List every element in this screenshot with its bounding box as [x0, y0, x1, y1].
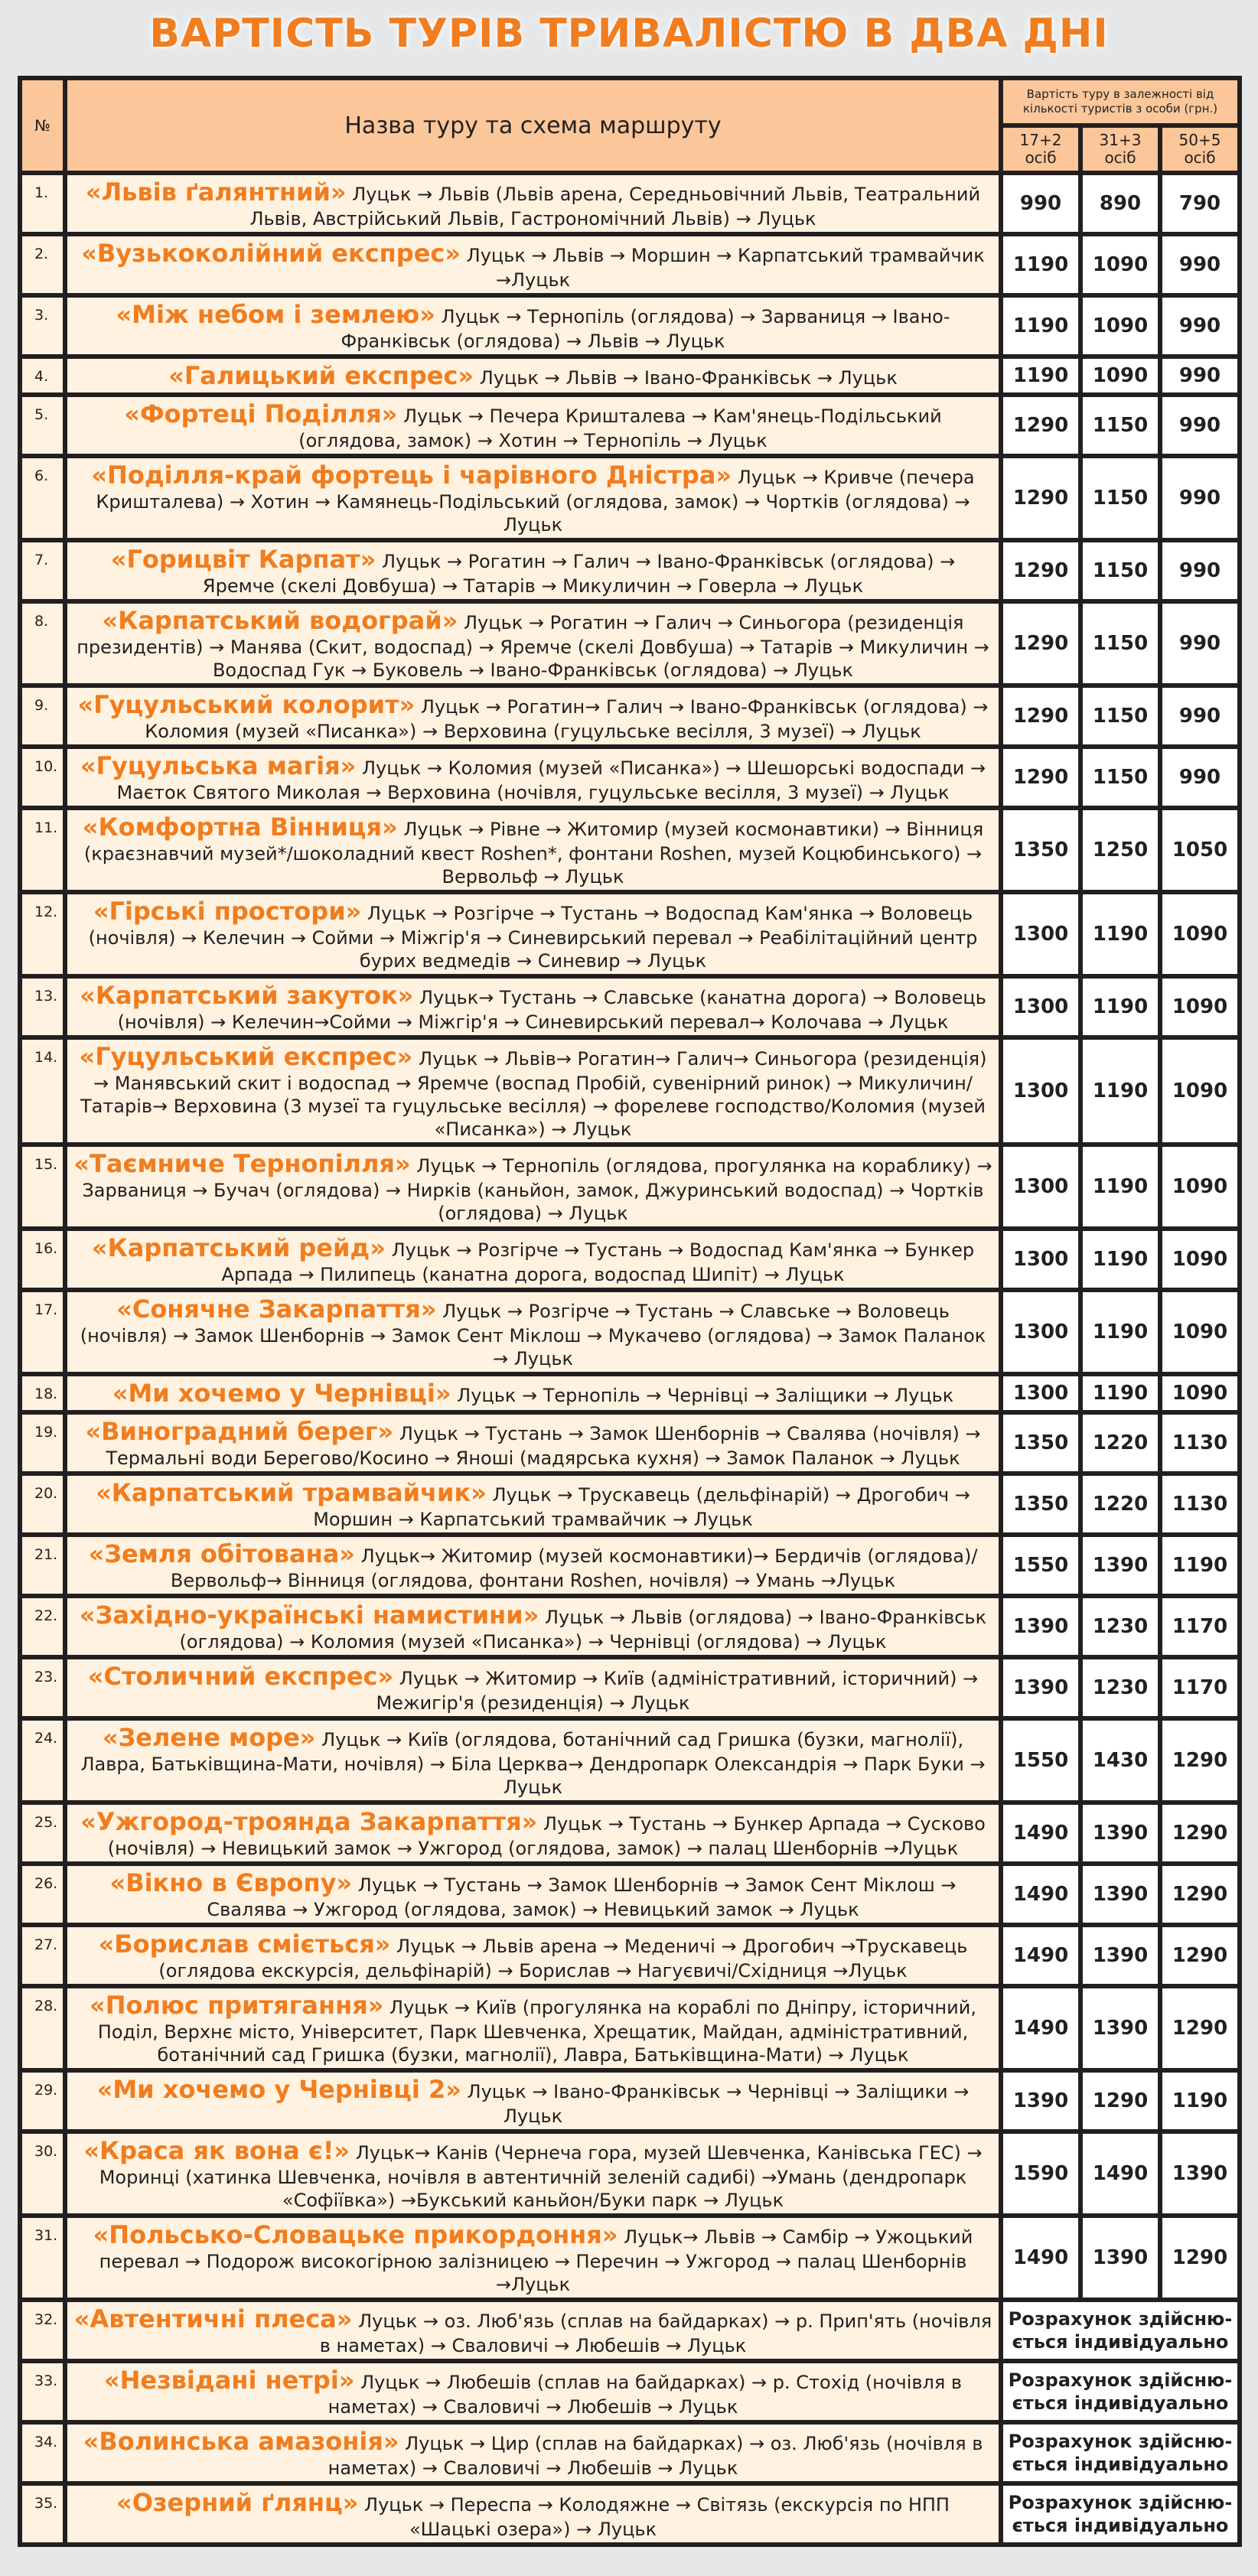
tour-title: «Гуцульський колорит» [77, 690, 416, 719]
price-cell: 1300 [1003, 979, 1078, 1035]
table-row [22, 1040, 1237, 1142]
row-number: 27. [22, 1927, 63, 1984]
tour-title: «Львів ґалянтний» [85, 177, 347, 207]
price-cell: 1350 [1003, 1476, 1078, 1532]
tour-cell [67, 1598, 999, 1655]
price-cell: 1220 [1083, 1415, 1158, 1471]
price-cell: 990 [1162, 604, 1237, 683]
price-cell: 1290 [1162, 1988, 1237, 2068]
tour-title: «Польсько-Словацьке прикордоння» [93, 2220, 618, 2249]
price-cell: 1090 [1083, 298, 1158, 354]
table-row [22, 1292, 1237, 1372]
tour-route: Луцьк→ Львів → Самбір → Ужоцький перевал → Подорож високогірною залізницею → Перечин → Ужгород → палац Шенборнів →Луцьк [99, 2226, 973, 2295]
price-cell: 1190 [1003, 298, 1078, 354]
table-row [22, 2486, 1237, 2542]
price-cell: 890 [1083, 175, 1158, 232]
table-row [22, 2363, 1237, 2420]
price-cell: 790 [1162, 175, 1237, 232]
price-cell: 1190 [1083, 1292, 1158, 1372]
table-row [22, 810, 1237, 890]
price-cell: 990 [1003, 175, 1078, 232]
table-row [22, 1866, 1237, 1923]
tour-cell [67, 894, 999, 974]
tour-cell [67, 397, 999, 454]
price-cell: 1490 [1003, 1988, 1078, 2068]
table-row [22, 749, 1237, 806]
price-cell: 1490 [1003, 1805, 1078, 1861]
price-cell: 1090 [1162, 1040, 1237, 1142]
price-cell: 1190 [1083, 1231, 1158, 1288]
tour-title: «Автентичні плеса» [73, 2304, 353, 2333]
page-title: ВАРТІСТЬ ТУРІВ ТРИВАЛІСТЮ В ДВА ДНІ [149, 11, 1109, 57]
price-cell: 990 [1162, 688, 1237, 744]
price-cell: 1190 [1083, 1147, 1158, 1226]
price-cell: 990 [1162, 542, 1237, 599]
price-cell: 1390 [1083, 1537, 1158, 1594]
table-row [22, 175, 1237, 232]
price-cell: 1290 [1162, 2218, 1237, 2298]
table-row [22, 298, 1237, 354]
tour-route: Луцьк → Коломия (музей «Писанка») → Шешорські водоспади → Маєток Святого Миколая → Верховина (ночівля, гуцульське весілля, 3 музеї) → Луцьк [116, 757, 986, 803]
price-cell: 1090 [1162, 894, 1237, 974]
price-cell: 1230 [1083, 1598, 1158, 1655]
tour-cell [67, 458, 999, 538]
table-row [22, 542, 1237, 599]
table-row [22, 604, 1237, 683]
individual-price-note: Розрахунок здійсню-ється індивідуально [1003, 2425, 1237, 2481]
tour-cell [67, 2486, 999, 2542]
tour-route: Луцьк → Любешів (сплав на байдарках) → р. Стохід (ночівля в наметах) → Сваловичі → Любешів → Луцьк [328, 2372, 963, 2418]
price-cell: 990 [1162, 236, 1237, 293]
table-row [22, 236, 1237, 293]
row-number: 34. [22, 2425, 63, 2481]
row-number: 15. [22, 1147, 63, 1226]
tour-route: Луцьк → Кривче (печера Кришталева) → Хотин → Камянець-Подільський (оглядова, замок) → Чортків (оглядова) → Луцьк [96, 467, 975, 536]
tour-title: «Гірські простори» [93, 897, 362, 926]
price-cell: 1290 [1083, 2073, 1158, 2129]
table-row [22, 2218, 1237, 2298]
header-num: № [22, 80, 63, 171]
tour-cell [67, 175, 999, 232]
individual-price-note: Розрахунок здійсню-ється індивідуально [1003, 2302, 1237, 2359]
tour-cell [67, 2363, 999, 2420]
price-cell: 1390 [1083, 1866, 1158, 1923]
tour-title: «Карпатський рейд» [91, 1233, 386, 1262]
table-row [22, 1659, 1237, 1716]
individual-price-note: Розрахунок здійсню-ється індивідуально [1003, 2486, 1237, 2542]
price-cell: 1090 [1162, 1231, 1237, 1288]
price-cell: 1490 [1003, 1927, 1078, 1984]
table-row [22, 1805, 1237, 1861]
row-number: 16. [22, 1231, 63, 1288]
price-cell: 1150 [1083, 542, 1158, 599]
price-cell: 1150 [1083, 397, 1158, 454]
table-row [22, 1927, 1237, 1984]
price-cell: 1300 [1003, 1231, 1078, 1288]
price-cell: 1550 [1003, 1537, 1078, 1594]
tour-title: «Сонячне Закарпаття» [116, 1295, 437, 1324]
table-row [22, 2073, 1237, 2129]
price-cell: 990 [1162, 359, 1237, 392]
price-cell: 1170 [1162, 1659, 1237, 1716]
tour-route: Луцьк → Рогатин → Галич → Івано-Франківськ (оглядова) → Яремче (скелі Довбуша) → Татарів → Микуличин → Говерла → Луцьк [202, 551, 956, 597]
tour-cell [67, 604, 999, 683]
individual-price-note: Розрахунок здійсню-ється індивідуально [1003, 2363, 1237, 2420]
table-row [22, 2425, 1237, 2481]
price-cell: 990 [1162, 298, 1237, 354]
row-number: 33. [22, 2363, 63, 2420]
price-cell: 1490 [1003, 1866, 1078, 1923]
tour-route: Луцьк → Львів → Івано-Франківськ → Луцьк [479, 367, 898, 389]
row-number: 1. [22, 175, 63, 232]
price-cell: 1350 [1003, 810, 1078, 890]
tour-title: «Зелене море» [102, 1723, 316, 1752]
price-cell: 1170 [1162, 1598, 1237, 1655]
tour-route: Луцьк → Рогатин→ Галич → Івано-Франківськ (оглядова) → Коломия (музей «Писанка») → Верховина (гуцульське весілля, 3 музеї) → Луцьк [145, 696, 989, 742]
tour-title: «Комфортна Вінниця» [82, 813, 398, 842]
tour-cell [67, 2302, 999, 2359]
price-cell: 1290 [1003, 688, 1078, 744]
price-cell: 1290 [1003, 397, 1078, 454]
table-row [22, 1721, 1237, 1800]
row-number: 5. [22, 397, 63, 454]
table-row [22, 1231, 1237, 1288]
tour-route: Луцьк → Тустань → Замок Шенборнів → Свалява (ночівля) → Термальні води Берегово/Косино → Яноші (мадярська кухня) → Замок Паланок → Луцьк [106, 1423, 981, 1469]
tour-cell [67, 1292, 999, 1372]
row-number: 18. [22, 1376, 63, 1410]
table-row [22, 1415, 1237, 1471]
row-number: 30. [22, 2134, 63, 2213]
table-row [22, 397, 1237, 454]
row-number: 2. [22, 236, 63, 293]
price-table [18, 76, 1242, 2547]
price-cell: 1190 [1003, 359, 1078, 392]
tour-cell [67, 1866, 999, 1923]
price-cell: 1150 [1083, 604, 1158, 683]
tour-title: «Гуцульська магія» [80, 751, 357, 780]
tour-title: «Столичний експрес» [87, 1662, 394, 1691]
tour-title: «Краса як вона є!» [83, 2136, 350, 2165]
tour-title: «Поділля-край фортець і чарівного Дністра» [91, 461, 732, 490]
price-cell: 1300 [1003, 1147, 1078, 1226]
tour-cell [67, 1721, 999, 1800]
tour-title: «Волинська амазонія» [83, 2427, 399, 2456]
tour-route: Луцьк→ Тустань → Славське (канатна дорога) → Воловець (ночівля) → Келечин→Сойми → Міжгір'я → Синевирський перевал→ Колочава → Луцьк [117, 987, 986, 1033]
header-col-50: 50+5 осіб [1162, 128, 1237, 171]
price-cell: 1130 [1162, 1476, 1237, 1532]
tour-route: Луцьк→ Житомир (музей космонавтики)→ Бердичів (оглядова)/ Вервольф→ Вінниця (оглядова, фонтани Roshen, ночівля) → Умань →Луцьк [170, 1545, 978, 1591]
header-col-17: 17+2 осіб [1003, 128, 1078, 171]
tour-cell [67, 1376, 999, 1410]
price-cell: 1190 [1162, 2073, 1237, 2129]
row-number: 35. [22, 2486, 63, 2542]
tour-title: «Фортеці Поділля» [124, 399, 398, 428]
table-row [22, 1476, 1237, 1532]
tour-cell [67, 1988, 999, 2068]
tour-route: Луцьк → Розгірче → Тустань → Славське → Воловець (ночівля) → Замок Шенборнів → Замок Сент Міклош → Мукачево (оглядова) → Замок Паланок → Луцьк [80, 1301, 986, 1369]
row-number: 6. [22, 458, 63, 538]
price-cell: 1290 [1162, 1721, 1237, 1800]
price-cell: 1090 [1162, 1376, 1237, 1410]
price-cell: 1390 [1003, 2073, 1078, 2129]
tour-cell [67, 1231, 999, 1288]
price-cell: 1300 [1003, 1040, 1078, 1142]
tour-cell [67, 749, 999, 806]
tour-title: «Борислав сміється» [98, 1930, 391, 1959]
price-cell: 1250 [1083, 810, 1158, 890]
price-cell: 1390 [1003, 1598, 1078, 1655]
price-cell: 1290 [1003, 749, 1078, 806]
tour-cell [67, 359, 999, 392]
row-number: 4. [22, 359, 63, 392]
price-cell: 1190 [1083, 1040, 1158, 1142]
tour-cell [67, 1415, 999, 1471]
tour-title: «Полюс притягання» [90, 1991, 384, 2020]
tour-title: «Ми хочемо у Чернівці 2» [96, 2075, 461, 2104]
tour-route: Луцьк → Львів арена → Меденичі → Дрогобич →Трускавець (оглядова екскурсія, дельфінарій) → Борислав → Нагуєвичі/Східниця →Луцьк [158, 1936, 968, 1982]
tour-route: Луцьк→ Канів (Чернеча гора, музей Шевченка, Канівська ГЕС) → Моринці (хатинка Шевченка, ночівля в автентичній зеленій садибі) →Умань (дендропарк «Софіївка») →Букський каньйон/Буки парк → Луцьк [99, 2142, 983, 2211]
price-cell: 1290 [1162, 1805, 1237, 1861]
tour-cell [67, 2073, 999, 2129]
header-price-group: Вартість туру в залежності від кількості туристів з особи (грн.) [1003, 80, 1237, 123]
tour-route: Луцьк → Львів (оглядова) → Івано-Франківськ (оглядова) → Коломия (музей «Писанка») → Чернівці (оглядова) → Луцьк [179, 1607, 987, 1653]
tour-route: Луцьк → Житомир → Київ (адміністративний, історичний) → Межигір'я (резиденція) → Луцьк [376, 1668, 979, 1714]
tour-cell [67, 542, 999, 599]
price-cell: 1550 [1003, 1721, 1078, 1800]
price-cell: 1590 [1003, 2134, 1078, 2213]
price-cell: 1190 [1083, 894, 1158, 974]
price-cell: 1300 [1003, 1292, 1078, 1372]
price-cell: 1130 [1162, 1415, 1237, 1471]
table-row [22, 458, 1237, 538]
tour-cell [67, 979, 999, 1035]
tour-route: Луцьк → Цир (сплав на байдарках) → оз. Люб'язь (ночівля в наметах) → Сваловичі → Любешів → Луцьк [328, 2433, 983, 2479]
row-number: 29. [22, 2073, 63, 2129]
header-col-31: 31+3 осіб [1083, 128, 1158, 171]
price-cell: 1390 [1003, 1659, 1078, 1716]
tour-title: «Західно-українські намистини» [79, 1601, 539, 1630]
tour-cell [67, 1040, 999, 1142]
row-number: 8. [22, 604, 63, 683]
row-number: 10. [22, 749, 63, 806]
price-cell: 1150 [1083, 458, 1158, 538]
price-cell: 1290 [1162, 1866, 1237, 1923]
tour-title: «Гуцульський експрес» [79, 1042, 413, 1071]
row-number: 11. [22, 810, 63, 890]
tour-route: Луцьк → Трускавець (дельфінарій) → Дрогобич → Моршин → Карпатський трамвайчик → Луцьк [313, 1484, 970, 1530]
tour-cell [67, 1805, 999, 1861]
price-cell: 1490 [1003, 2218, 1078, 2298]
tour-title: «Таємниче Тернопілля» [73, 1149, 411, 1178]
tour-cell [67, 2134, 999, 2213]
tour-route: Луцьк → Розгірче → Тустань → Водоспад Кам'янка → Бункер Арпада → Пилипець (канатна дорога, водоспад Шипіт) → Луцьк [221, 1239, 975, 1285]
tour-title: «Виноградний берег» [85, 1417, 394, 1446]
price-cell: 1050 [1162, 810, 1237, 890]
tour-title: «Ужгород-троянда Закарпаття» [80, 1807, 538, 1836]
price-cell: 1290 [1162, 1927, 1237, 1984]
tour-title: «Земля обітована» [88, 1539, 355, 1568]
tour-cell [67, 1927, 999, 1984]
price-cell: 1190 [1162, 1537, 1237, 1594]
price-cell: 1290 [1003, 604, 1078, 683]
price-cell: 1090 [1083, 359, 1158, 392]
tour-cell [67, 1147, 999, 1226]
tour-cell [67, 298, 999, 354]
row-number: 12. [22, 894, 63, 974]
tour-cell [67, 1659, 999, 1716]
tour-route: Луцьк → Розгірче → Тустань → Водоспад Кам'янка → Воловець (ночівля) → Келечин → Сойми → Міжгір'я → Синевирський перевал → Реабілітаційний центр бурих ведмедів → Синевир → Луцьк [88, 903, 978, 972]
row-number: 19. [22, 1415, 63, 1471]
tour-route: Луцьк → Тустань → Бункер Арпада → Сусково (ночівля) → Невицький замок → Ужгород (оглядова, замок) → палац Шенборнів →Луцьк [107, 1813, 986, 1859]
table-row [22, 1376, 1237, 1410]
price-cell: 1090 [1162, 1147, 1237, 1226]
price-cell: 1190 [1083, 979, 1158, 1035]
row-number: 17. [22, 1292, 63, 1372]
tour-route: Луцьк → Київ (прогулянка на кораблі по Дніпру, історичний, Поділ, Верхнє місто, Університет, Парк Шевченка, Хрещатик, Майдан, адміністративний, ботанічний сад Гришка (бузки, магнолії), Лавра, Батьківщина-Мати) → Луцьк [97, 1997, 976, 2066]
row-number: 24. [22, 1721, 63, 1800]
table-row [22, 2134, 1237, 2213]
price-cell: 1150 [1083, 749, 1158, 806]
tour-title: «Горицвіт Карпат» [110, 545, 376, 574]
row-number: 25. [22, 1805, 63, 1861]
tour-route: Луцьк → Печера Кришталева → Кам'янець-Подільський (оглядова, замок) → Хотин → Тернопіль → Луцьк [298, 405, 942, 451]
price-cell: 1190 [1003, 236, 1078, 293]
tour-title: «Галицький експрес» [168, 361, 474, 390]
price-cell: 1390 [1162, 2134, 1237, 2213]
table-body [22, 175, 1237, 2542]
tour-route: Луцьк → Тернопіль (оглядова) → Зарваниця → Івано-Франківськ (оглядова) → Львів → Луцьк [341, 306, 950, 352]
price-cell: 1430 [1083, 1721, 1158, 1800]
price-cell: 1150 [1083, 688, 1158, 744]
price-cell: 1390 [1083, 1927, 1158, 1984]
row-number: 26. [22, 1866, 63, 1923]
table-row [22, 1988, 1237, 2068]
price-cell: 1190 [1083, 1376, 1158, 1410]
tour-route: Луцьк → Львів→ Рогатин→ Галич→ Синьогора (резиденція) → Манявський скит і водоспад → Яремче (воспад Пробій, сувенірний ринок) → Микуличин/ Татарів→ Верховина (3 музеї та гуцульське весілля) → форелеве господство/Коломия (музей «Писанка») → Луцьк [80, 1048, 987, 1140]
tour-cell [67, 688, 999, 744]
row-number: 32. [22, 2302, 63, 2359]
tour-cell [67, 236, 999, 293]
row-number: 20. [22, 1476, 63, 1532]
table-row [22, 1147, 1237, 1226]
tour-title: «Озерний ґлянц» [116, 2488, 359, 2517]
row-number: 14. [22, 1040, 63, 1142]
tour-title: «Карпатський водограй» [102, 606, 458, 635]
tour-cell [67, 810, 999, 890]
tour-route: Луцьк → Львів (Львів арена, Середньовічний Львів, Театральний Львів, Австрійський Львів, Гастрономічний Львів) → Луцьк [249, 184, 981, 230]
price-cell: 1090 [1162, 979, 1237, 1035]
header-name: Назва туру та схема маршруту [67, 80, 999, 171]
price-cell: 1090 [1162, 1292, 1237, 1372]
price-cell: 1290 [1003, 542, 1078, 599]
tour-title: «Вікно в Європу» [109, 1868, 353, 1897]
price-cell: 1300 [1003, 1376, 1078, 1410]
tour-cell [67, 2425, 999, 2481]
row-number: 13. [22, 979, 63, 1035]
tour-title: «Між небом і землею» [116, 300, 435, 329]
price-cell: 1350 [1003, 1415, 1078, 1471]
row-number: 3. [22, 298, 63, 354]
table-header [22, 80, 1237, 171]
row-number: 31. [22, 2218, 63, 2298]
tour-route: Луцьк → Івано-Франківськ → Чернівці → Заліщики → Луцьк [467, 2081, 970, 2127]
tour-cell [67, 2218, 999, 2298]
price-cell: 1390 [1083, 2218, 1158, 2298]
price-cell: 990 [1162, 458, 1237, 538]
tour-title: «Незвідані нетрі» [103, 2366, 355, 2395]
price-cell: 1300 [1003, 894, 1078, 974]
tour-route: Луцьк → Рогатин → Галич → Синьогора (резиденція президентів) → Манява (Скит, водоспад) → Яремче (скелі Довбуша) → Татарів → Микуличин → Водоспад Гук → Буковель → Івано-Франківськ (оглядова) → Луцьк [77, 612, 989, 681]
tour-title: «Карпатський трамвайчик» [96, 1478, 487, 1507]
row-number: 22. [22, 1598, 63, 1655]
price-cell: 1090 [1083, 236, 1158, 293]
table-row [22, 1537, 1237, 1594]
table-row [22, 979, 1237, 1035]
tour-route: Луцьк → Переспа → Колодяжне → Світязь (екскурсія по НПП «Шацькі озера») → Луцьк [364, 2494, 950, 2540]
tour-cell [67, 1476, 999, 1532]
tour-route: Луцьк → Львів → Моршин → Карпатський трамвайчик →Луцьк [466, 245, 985, 291]
tour-title: «Карпатський закуток» [80, 981, 414, 1010]
price-cell: 990 [1162, 397, 1237, 454]
table-row [22, 688, 1237, 744]
tour-cell [67, 1537, 999, 1594]
price-cell: 1220 [1083, 1476, 1158, 1532]
row-number: 21. [22, 1537, 63, 1594]
price-cell: 1230 [1083, 1659, 1158, 1716]
tour-route: Луцьк → Київ (оглядова, ботанічний сад Гришка (бузки, магнолії), Лавра, Батьківщина-Мати, ночівля) → Біла Церква→ Дендропарк Олександрія → Парк Буки → Луцьк [80, 1729, 986, 1798]
tour-route: Луцьк → Тустань → Замок Шенборнів → Замок Сент Міклош → Свалява → Ужгород (оглядова, замок) → Невицький замок → Луцьк [207, 1874, 957, 1920]
price-cell: 1390 [1083, 1988, 1158, 2068]
price-cell: 1390 [1083, 1805, 1158, 1861]
table-row [22, 2302, 1237, 2359]
tour-route: Луцьк → Тернопіль (оглядова, прогулянка на кораблику) → Зарваниця → Бучач (оглядова) → Нирків (каньйон, замок, Джуринський водоспад) → Чортків (оглядова) → Луцьк [82, 1155, 992, 1224]
tour-route: Луцьк → оз. Люб'язь (сплав на байдарках) → р. Прип'ять (ночівля в наметах) → Сваловичі → Любешів → Луцьк [319, 2311, 992, 2356]
table-row [22, 359, 1237, 392]
price-cell: 1290 [1003, 458, 1078, 538]
price-cell: 990 [1162, 749, 1237, 806]
row-number: 9. [22, 688, 63, 744]
row-number: 28. [22, 1988, 63, 2068]
table-row [22, 1598, 1237, 1655]
row-number: 23. [22, 1659, 63, 1716]
tour-title: «Ми хочемо у Чернівці» [112, 1379, 451, 1408]
row-number: 7. [22, 542, 63, 599]
tour-route: Луцьк → Тернопіль → Чернівці → Заліщики → Луцьк [457, 1385, 954, 1406]
tour-title: «Вузькоколійний експрес» [81, 239, 461, 268]
table-row [22, 894, 1237, 974]
price-cell: 1490 [1083, 2134, 1158, 2213]
tour-route: Луцьк → Рівне → Житомир (музей космонавтики) → Вінниця (краєзнавчий музей*/шоколадний квест Roshen*, фонтани Roshen, музей Коцюбинського) → Вервольф → Луцьк [83, 819, 984, 887]
